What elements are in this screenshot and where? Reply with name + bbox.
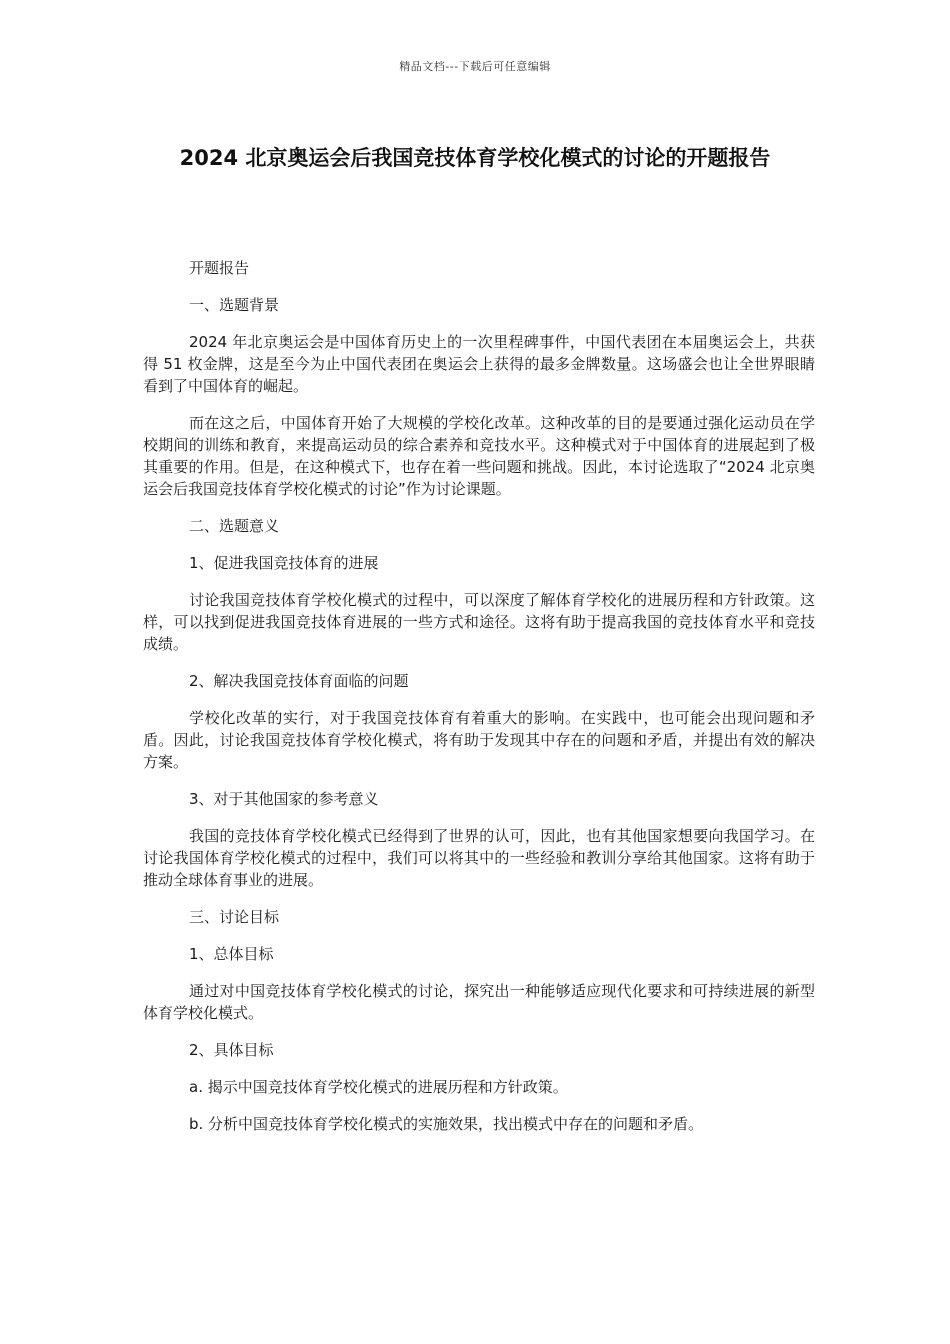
list-item: b. 分析中国竞技体育学校化模式的实施效果，找出模式中存在的问题和矛盾。: [189, 1115, 704, 1133]
header-note: 精品文档---下载后可任意编辑: [399, 60, 551, 73]
subheading: 2、具体目标: [189, 1041, 274, 1059]
paragraph: 我国的竞技体育学校化模式已经得到了世界的认可，因此，也有其他国家想要向我国学习。在讨论我国体育学校化模式的过程中，我们可以将其中的一些经验和教训分享给其他国家。这将有助于推动全球体育事业的进展。: [143, 827, 815, 889]
paragraph-opening-label: 开题报告: [189, 259, 250, 277]
section-heading-significance: 二、选题意义: [189, 517, 280, 535]
subheading: 1、总体目标: [189, 945, 274, 963]
paragraph: 通过对中国竞技体育学校化模式的讨论，探究出一种能够适应现代化要求和可持续进展的新型体育学校化模式。: [143, 982, 815, 1022]
list-item: a. 揭示中国竞技体育学校化模式的进展历程和方针政策。: [189, 1078, 568, 1096]
subheading: 3、对于其他国家的参考意义: [189, 790, 379, 808]
paragraph: 学校化改革的实行，对于我国竞技体育有着重大的影响。在实践中，也可能会出现问题和矛盾。因此，讨论我国竞技体育学校化模式，将有助于发现其中存在的问题和矛盾，并提出有效的解决方案。: [143, 709, 815, 771]
subheading: 2、解决我国竞技体育面临的问题: [189, 672, 409, 690]
paragraph: 而在这之后，中国体育开始了大规模的学校化改革。这种改革的目的是要通过强化运动员在学校期间的训练和教育，来提高运动员的综合素养和竞技水平。这种模式对于中国体育的进展起到了极其重要的作用。但是，在这种模式下，也存在着一些问题和挑战。因此，本讨论选取了“2024 北京奥运会后我国竞技体育学校化模式的讨论”作为讨论课题。: [143, 414, 815, 498]
section-heading-objectives: 三、讨论目标: [189, 908, 280, 926]
paragraph: 2024 年北京奥运会是中国体育历史上的一次里程碑事件，中国代表团在本届奥运会上，共获得 51 枚金牌，这是至今为止中国代表团在奥运会上获得的最多金牌数量。这场盛会也让全世界眼睛看到了中国体育的崛起。: [143, 333, 815, 395]
subheading: 1、促进我国竞技体育的进展: [189, 554, 379, 572]
paragraph: 讨论我国竞技体育学校化模式的过程中，可以深度了解体育学校化的进展历程和方针政策。这样，可以找到促进我国竞技体育进展的一些方式和途径。这将有助于提高我国的竞技体育水平和竞技成绩。: [143, 591, 815, 653]
section-heading-background: 一、选题背景: [189, 296, 280, 314]
document-body: [143, 257, 815, 1150]
document-title: 2024 北京奥运会后我国竞技体育学校化模式的讨论的开题报告: [179, 146, 771, 170]
